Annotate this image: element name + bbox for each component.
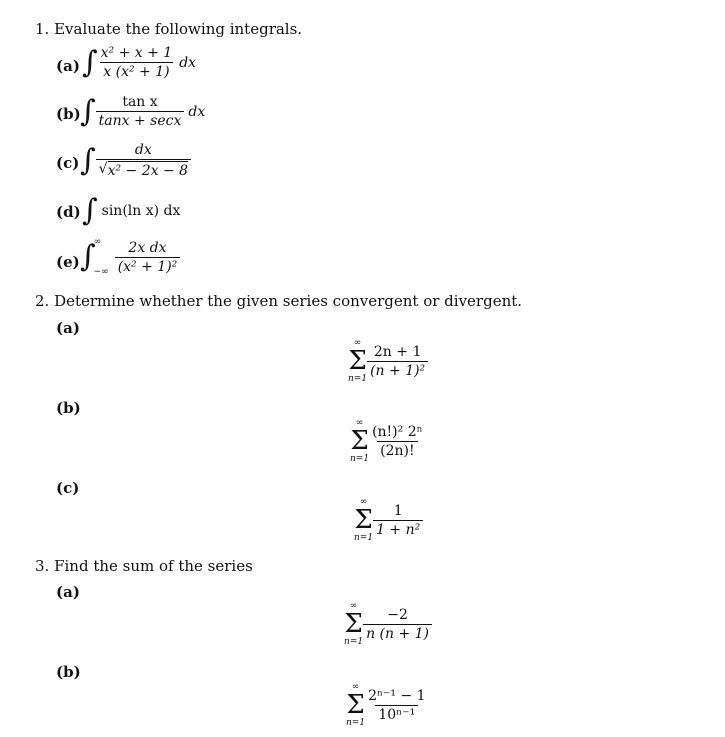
q1-c-radicand: x² − 2x − 8	[107, 163, 189, 179]
q1-a-numerator: x² + x + 1	[100, 45, 173, 61]
q1-d-expression	[82, 193, 181, 228]
integral-sign: ∫	[82, 44, 98, 80]
q3-a-numerator: −2	[387, 606, 408, 623]
q1-a-denominator: x (x² + 1)	[100, 62, 172, 80]
q3-a-upper: ∞	[349, 601, 358, 611]
sigma-icon: Σ	[344, 609, 363, 639]
q1-e-lower-limit: −∞	[93, 267, 109, 277]
q1-b-denominator: tanx + secx	[96, 111, 185, 129]
sqrt-sign: √	[98, 161, 108, 177]
q3-a-sum	[344, 601, 363, 647]
q2-c-numerator: 1	[393, 502, 403, 519]
sigma-icon: Σ	[354, 505, 373, 535]
q3-b-fraction	[365, 688, 429, 723]
q1-c-expression	[80, 142, 191, 179]
q3-b-numerator: 2ⁿ⁻¹ − 1	[368, 687, 426, 704]
q1-d-label: (d)	[56, 203, 81, 221]
q1-a-label: (a)	[56, 57, 80, 75]
q2-c-sum	[354, 497, 373, 543]
q3-b-lower: n=1	[346, 718, 366, 728]
q2-b-label: (b)	[56, 399, 81, 417]
q1-e-fraction	[115, 240, 181, 275]
q3-a-lower: n=1	[344, 637, 364, 647]
q2-a-upper: ∞	[353, 338, 362, 348]
q1-b-fraction	[96, 94, 185, 129]
q3-a-label: (a)	[56, 583, 80, 601]
q3-a-fraction	[363, 607, 432, 642]
q1-c-fraction	[96, 142, 191, 179]
q2-c-lower: n=1	[354, 533, 374, 543]
q1-a-dx: dx	[179, 54, 197, 71]
integral-sign: ∫	[80, 239, 96, 274]
q1-b-numerator: tan x	[122, 94, 158, 110]
q3-b-label: (b)	[56, 663, 81, 681]
sigma-icon: Σ	[348, 346, 367, 376]
q1-e-denominator: (x² + 1)²	[115, 257, 181, 275]
q2-c-upper: ∞	[359, 497, 368, 507]
sigma-icon: Σ	[346, 690, 365, 720]
q2-b-upper: ∞	[355, 418, 364, 428]
q1-b-dx: dx	[188, 103, 206, 120]
q3-a-series	[344, 601, 432, 647]
square-root	[99, 161, 188, 179]
q3-b-series	[346, 682, 429, 728]
q1-b-label: (b)	[56, 105, 81, 123]
q2-a-lower: n=1	[348, 374, 368, 384]
q1-e-label: (e)	[56, 253, 80, 271]
q1-b-expression	[80, 94, 205, 129]
q2-b-numerator: (n!)² 2ⁿ	[372, 423, 423, 440]
q1-c-numerator: dx	[134, 142, 152, 158]
q2-a-series	[348, 338, 428, 384]
q1-a-fraction	[98, 45, 176, 80]
q2-a-denominator: (n + 1)²	[367, 361, 428, 379]
q2-c-fraction	[373, 503, 423, 538]
q2-b-sum	[350, 418, 369, 464]
integral-sign: ∫	[80, 142, 96, 178]
q3-heading: 3. Find the sum of the series	[35, 557, 253, 575]
q1-e-upper-limit: ∞	[93, 237, 102, 247]
q2-c-label: (c)	[56, 479, 80, 497]
q1-c-denominator	[96, 159, 191, 179]
q1-e-limits	[94, 237, 109, 277]
q2-heading: 2. Determine whether the given series convergent or divergent.	[35, 292, 523, 310]
q2-b-series	[350, 418, 426, 464]
q1-e-numerator: 2x dx	[128, 239, 167, 256]
integral-sign: ∫	[82, 193, 98, 228]
q1-c-label: (c)	[56, 154, 80, 172]
q2-a-numerator: 2n + 1	[373, 343, 422, 360]
q1-heading: 1. Evaluate the following integrals.	[35, 20, 303, 38]
q2-a-fraction	[367, 344, 428, 379]
q2-c-denominator: 1 + n²	[373, 520, 423, 538]
q3-a-denominator: n (n + 1)	[363, 624, 432, 642]
q3-b-sum	[346, 682, 365, 728]
integral-sign: ∫	[80, 93, 96, 129]
q2-b-denominator: (2n)!	[377, 441, 417, 459]
q2-b-lower: n=1	[350, 454, 370, 464]
q1-e-expression	[80, 237, 180, 277]
q2-c-series	[354, 497, 423, 543]
q3-b-denominator: 10ⁿ⁻¹	[375, 705, 418, 723]
sigma-icon: Σ	[350, 426, 369, 456]
q1-d-body: sin(ln x) dx	[101, 203, 181, 219]
q1-a-expression	[82, 45, 196, 80]
q2-a-label: (a)	[56, 319, 80, 337]
q3-b-upper: ∞	[351, 682, 360, 692]
q2-b-fraction	[369, 424, 426, 459]
q2-a-sum	[348, 338, 367, 384]
